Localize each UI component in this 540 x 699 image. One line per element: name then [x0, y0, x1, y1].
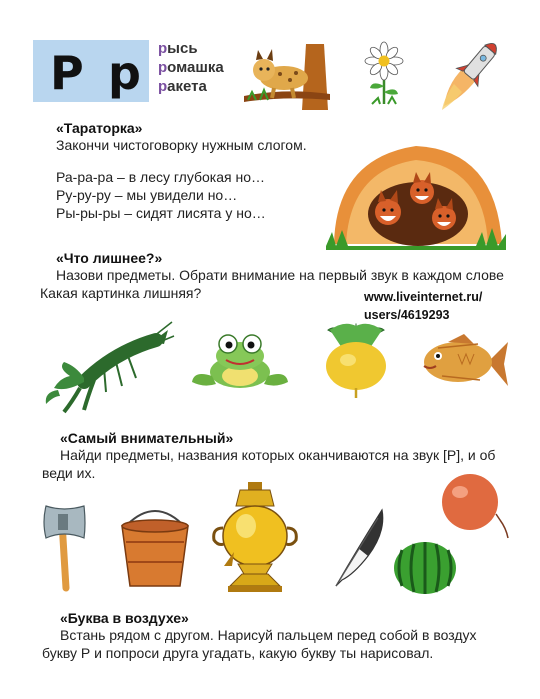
- watermark-url: users/4619293: [364, 308, 450, 322]
- lynx-illustration: [244, 44, 330, 110]
- bucket-illustration: [116, 508, 194, 588]
- foxes-burrow-illustration: [326, 132, 506, 250]
- rocket-illustration: [440, 40, 502, 110]
- word-first-letter: р: [158, 40, 168, 57]
- uppercase-letter: Р: [50, 46, 84, 100]
- samovar-illustration: [210, 482, 300, 594]
- turnip-illustration: [320, 322, 392, 398]
- section-instruction: Назови предметы. Обрати внимание на первый звук в каждом слове: [56, 267, 504, 283]
- watermark-url: www.liveinternet.ru/: [364, 290, 483, 304]
- section-title-odd-one-out: «Что лишнее?»: [56, 250, 163, 266]
- section-instruction: Какая картинка лишняя?: [40, 285, 202, 301]
- section-instruction: Встань рядом с другом. Нарисуй пальцем перед собой в воздух: [60, 627, 477, 643]
- word-chamomile: [158, 58, 224, 77]
- chamomile-illustration: [364, 42, 404, 108]
- word-first-letter: р: [158, 78, 168, 95]
- frog-illustration: [190, 330, 290, 392]
- section-title-tongue-twister: «Тараторка»: [56, 120, 143, 136]
- axe-illustration: [40, 504, 88, 590]
- word-rocket: [158, 77, 207, 96]
- section-instruction: Закончи чистоговорку нужным слогом.: [56, 137, 307, 153]
- crayfish-illustration: [44, 322, 174, 414]
- watermelon-illustration: [392, 540, 458, 596]
- section-instruction: букву Р и попроси друга угадать, какую букву ты нарисовал.: [42, 645, 434, 661]
- feather-illustration: [328, 508, 388, 588]
- word-first-letter: р: [158, 59, 168, 76]
- section-title-letter-in-air: «Буква в воздухе»: [60, 610, 189, 626]
- fish-illustration: [418, 334, 508, 392]
- section-instruction: Найди предметы, названия которых оканчиваются на звук [Р], и об: [60, 447, 496, 463]
- tongue-twister-line: Ра-ра-ра – в лесу глубокая но…: [56, 169, 266, 185]
- balloon-illustration: [436, 472, 510, 540]
- word-rest: ысь: [167, 40, 198, 57]
- word-lynx: [158, 39, 198, 58]
- tongue-twister-line: Ру-ру-ру – мы увидели но…: [56, 187, 238, 203]
- lowercase-letter: р: [108, 46, 141, 100]
- tongue-twister-line: Ры-ры-ры – сидят лисята у но…: [56, 205, 266, 221]
- word-rest: омашка: [167, 59, 224, 76]
- word-rest: акета: [167, 78, 207, 95]
- section-instruction: веди их.: [42, 465, 96, 481]
- section-title-most-attentive: «Самый внимательный»: [60, 430, 234, 446]
